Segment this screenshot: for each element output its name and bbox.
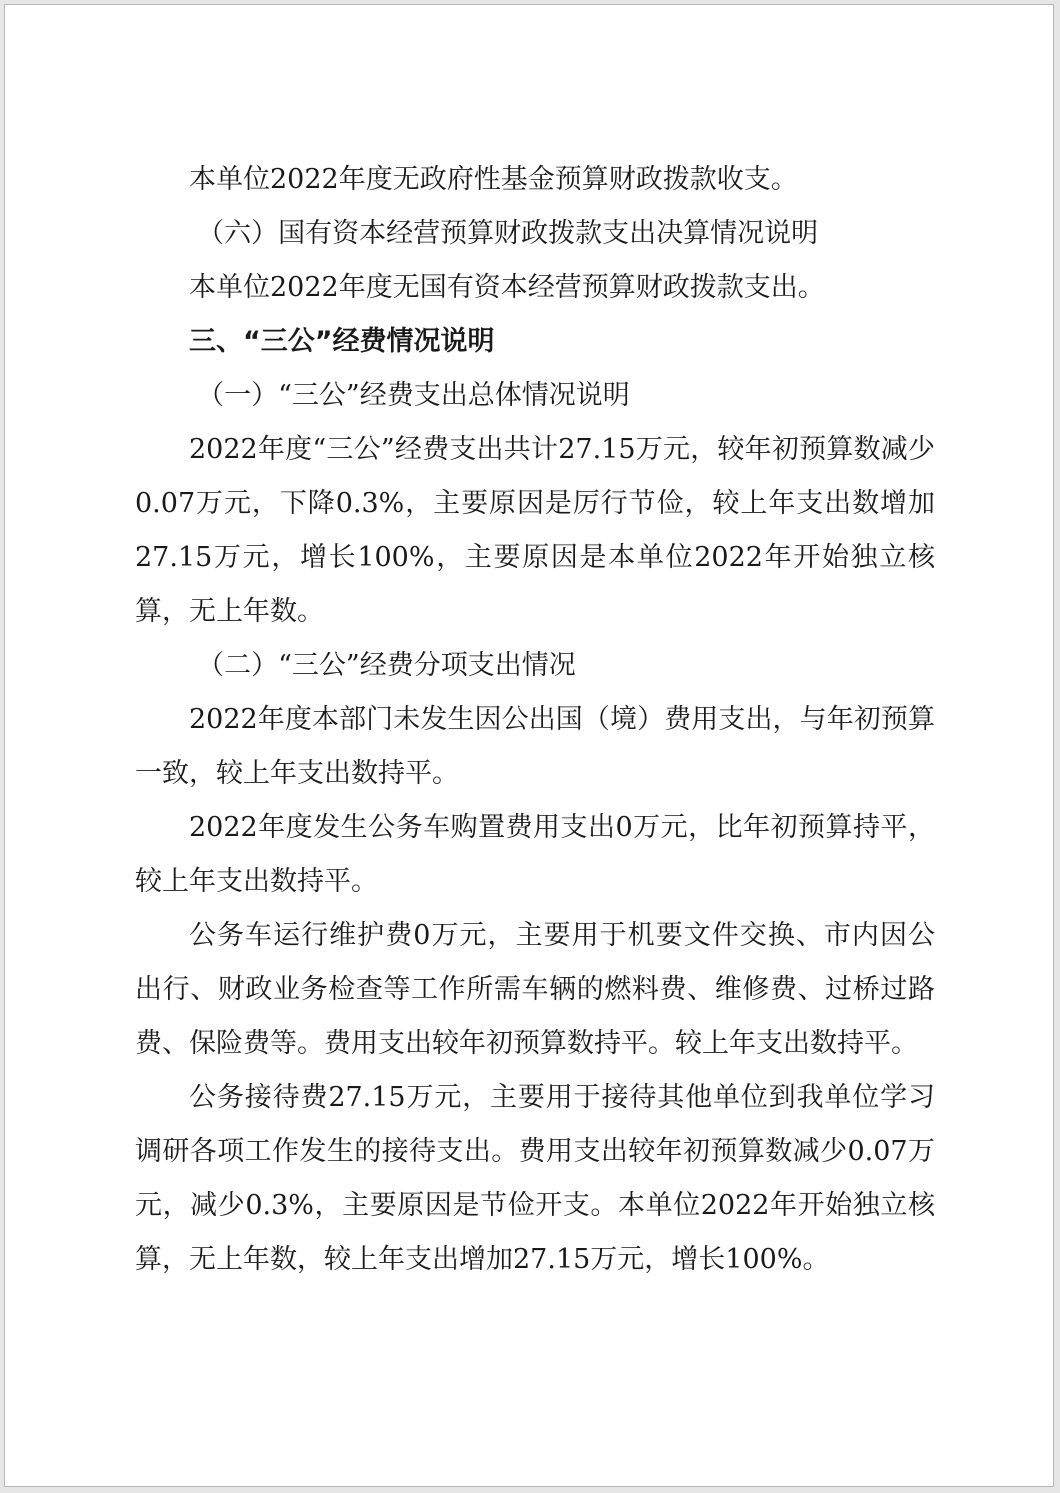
paragraph-reception-expenses: 公务接待费27.15万元，主要用于接待其他单位到我单位学习调研各项工作发生的接待支出。费用支出较年初预算数减少0.07万元，减少0.3%，主要原因是节俭开支。本单位2022年开始独立核算，无上年数，较上年支出增加27.15万元，增长100%。: [135, 1082, 935, 1275]
paragraph-overall-spending: 2022年度“三公”经费支出共计27.15万元，较年初预算数减少0.07万元，下降0.3%，主要原因是厉行节俭，较上年支出数增加27.15万元，增长100%，主要原因是本单位2022年开始独立核算，无上年数。: [135, 434, 935, 627]
heading-state-capital-budget: （六）国有资本经营预算财政拨款支出决算情况说明: [197, 218, 819, 249]
paragraph-no-state-capital-spending: 本单位2022年度无国有资本经营预算财政拨款支出。: [189, 272, 825, 303]
heading-overall-spending: （一）“三公”经费支出总体情况说明: [197, 380, 630, 411]
paragraph-overseas-travel: 2022年度本部门未发生因公出国（境）费用支出，与年初预算一致，较上年支出数持平。: [135, 704, 935, 789]
paragraph-vehicle-maintenance: 公务车运行维护费0万元，主要用于机要文件交换、市内因公出行、财政业务检查等工作所需车辆的燃料费、维修费、过桥过路费、保险费等。费用支出较年初预算数持平。较上年支出数持平。: [135, 920, 935, 1059]
document-page: [4, 4, 1054, 1487]
heading-three-public-funds: 三、“三公”经费情况说明: [189, 326, 495, 357]
heading-itemized-spending: （二）“三公”经费分项支出情况: [197, 650, 576, 681]
document-body: [135, 153, 935, 1287]
paragraph-vehicle-purchase: 2022年度发生公务车购置费用支出0万元，比年初预算持平，较上年支出数持平。: [135, 812, 935, 897]
paragraph-no-fund-budget: 本单位2022年度无政府性基金预算财政拨款收支。: [189, 164, 798, 195]
